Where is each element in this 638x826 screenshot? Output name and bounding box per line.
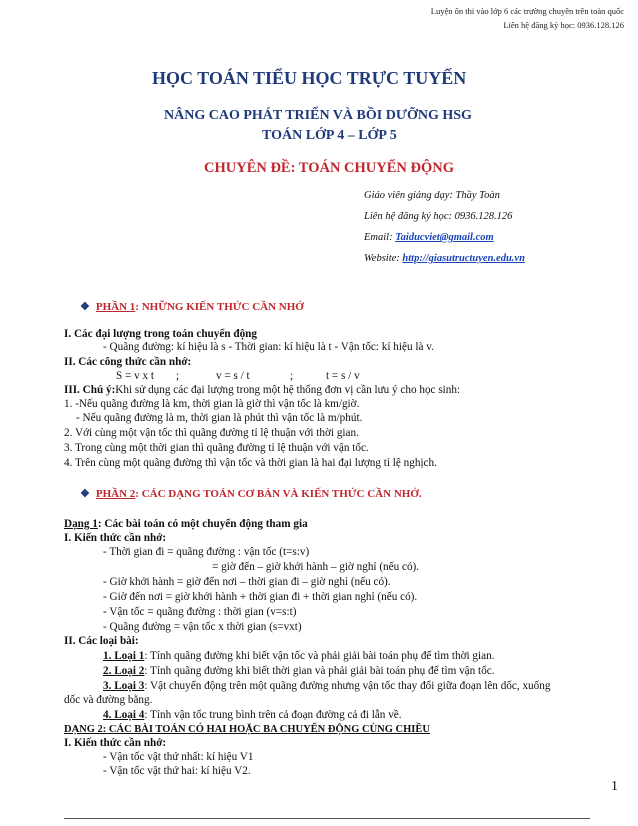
diamond-bullet-icon: ❖ xyxy=(80,488,90,500)
section-formulas: II. Các công thức cần nhớ: xyxy=(64,356,192,368)
note-3: 3. Trong cùng một thời gian thì quãng đường tỉ lệ thuận với vận tốc. xyxy=(64,442,369,454)
part2-heading xyxy=(80,487,422,500)
kt2-v1: - Vận tốc vật thứ nhất: kí hiệu V1 xyxy=(103,751,254,763)
dang1-knowledge-title: I. Kiến thức cần nhớ: xyxy=(64,532,167,544)
type-3-cont: dốc và đường bằng. xyxy=(64,694,153,706)
type-2-text: : Tính quãng đường khi biết thời gian và phải giải bài toán phụ để tìm vận tốc. xyxy=(144,665,495,677)
teacher-info: Giáo viên giảng dạy: Thầy Toàn xyxy=(364,190,500,201)
subtitle-1: NÂNG CAO PHÁT TRIỂN VÀ BỒI DƯỠNG HSG xyxy=(164,108,472,123)
kt2-v2: - Vận tốc vật thứ hai: kí hiệu V2. xyxy=(103,765,251,777)
type-3-label: 3. Loại 3 xyxy=(103,680,145,692)
kt-arrival: - Giờ đến nơi = giờ khởi hành + thời gian đi + thời gian nghỉ (nếu có). xyxy=(103,591,418,603)
main-title: HỌC TOÁN TIỂU HỌC TRỰC TUYẾN xyxy=(152,68,467,88)
note-2: 2. Với cùng một vận tốc thì quãng đường tỉ lệ thuận với thời gian. xyxy=(64,427,359,439)
email-link[interactable]: Taiducviet@gmail.com xyxy=(395,232,494,243)
kt-departure: - Giờ khởi hành = giờ đến nơi – thời gian đi – giờ nghỉ (nếu có). xyxy=(103,576,391,588)
diamond-bullet-icon: ❖ xyxy=(80,301,90,313)
topic-title: CHUYÊN ĐỀ: TOÁN CHUYỂN ĐỘNG xyxy=(204,160,455,176)
website-info xyxy=(364,253,525,264)
type-1 xyxy=(103,650,495,663)
header-tagline: Luyện ôn thi vào lớp 6 các trường chuyên trên toàn quốc xyxy=(430,6,624,16)
note-4: 4. Trên cùng một quãng đường thì vận tốc và thời gian là hai đại lượng tỉ lệ nghịch. xyxy=(64,457,437,469)
type-3-text: : Vật chuyển động trên một quãng đường nhưng vận tốc thay đổi giữa đoạn lên dốc, xuống xyxy=(144,680,551,692)
section-notes xyxy=(64,384,460,397)
note-1: 1. -Nếu quãng đường là km, thời gian là giờ thì vận tốc là km/giờ. xyxy=(64,398,360,410)
part1-heading xyxy=(80,300,304,313)
kt-distance: - Quãng đường = vận tốc x thời gian (s=vxt) xyxy=(103,621,302,633)
part2-label: PHẦN 2 xyxy=(95,488,136,500)
types-title: II. Các loại bài: xyxy=(64,635,139,647)
kt-velocity: - Vận tốc = quãng đường : thời gian (v=s:t) xyxy=(103,606,297,618)
part1-label: PHẦN 1 xyxy=(95,301,136,313)
formula-sep-2: ; xyxy=(290,370,294,382)
phone-info: Liên hệ đăng ký học: 0936.128.126 xyxy=(364,211,513,222)
type-4-label: 4. Loại 4 xyxy=(103,709,145,721)
formula-s: S = v x t xyxy=(116,370,155,382)
note-1b: - Nếu quãng đường là m, thời gian là phút thì vận tốc là m/phút. xyxy=(76,412,363,424)
website-label: Website: xyxy=(364,253,403,264)
part2-title: : CÁC DẠNG TOÁN CƠ BẢN VÀ KIẾN THỨC CẦN NHỚ. xyxy=(135,488,422,500)
quantities-line: - Quãng đường: kí hiệu là s - Thời gian: kí hiệu là t - Vận tốc: kí hiệu là v. xyxy=(103,341,434,353)
type-2-label: 2. Loại 2 xyxy=(103,665,145,677)
type-4-text: : Tính vận tốc trung bình trên cả đoạn đường cả đi lẫn về. xyxy=(144,709,402,721)
dang1-heading xyxy=(64,518,308,531)
formula-t: t = s / v xyxy=(326,370,360,382)
section-quantities: I. Các đại lượng trong toán chuyển động xyxy=(64,328,257,340)
email-label: Email: xyxy=(364,232,396,243)
header-contact: Liên hệ đăng ký học: 0936.128.126 xyxy=(503,20,624,30)
dang1-label: Dạng 1 xyxy=(64,518,98,530)
footer-divider xyxy=(64,818,590,819)
type-4 xyxy=(103,709,402,722)
notes-label: III. Chú ý: xyxy=(64,384,116,396)
dang2-knowledge-title: I. Kiến thức cần nhớ: xyxy=(64,737,167,749)
formula-sep-1: ; xyxy=(176,370,180,382)
notes-text: Khi sử dụng các đại lượng trong một hệ thống đơn vị cần lưu ý cho học sinh: xyxy=(115,384,461,396)
type-3 xyxy=(103,680,550,693)
type-2 xyxy=(103,665,495,678)
part1-title: : NHỮNG KIẾN THỨC CẦN NHỚ xyxy=(135,301,304,313)
kt-time: - Thời gian đi = quãng đường : vận tốc (t=s:v) xyxy=(103,546,310,558)
formula-v: v = s / t xyxy=(216,370,250,382)
type-1-label: 1. Loại 1 xyxy=(103,650,145,662)
dang2-heading: DẠNG 2: CÁC BÀI TOÁN CÓ HAI HOẶC BA CHUYỂN ĐỘNG CÙNG CHIỀU xyxy=(64,724,430,735)
dang1-title: : Các bài toán có một chuyển động tham gia xyxy=(97,518,308,530)
page-number: 1 xyxy=(611,779,618,794)
subtitle-2: TOÁN LỚP 4 – LỚP 5 xyxy=(262,128,397,143)
email-info xyxy=(364,232,494,243)
type-1-text: : Tính quãng đường khi biết vận tốc và phải giải bài toán phụ để tìm thời gian. xyxy=(144,650,495,662)
website-link[interactable]: http://giasutructuyen.edu.vn xyxy=(402,253,525,264)
kt-time-2: = giờ đến – giờ khởi hành – giờ nghỉ (nếu có). xyxy=(212,561,420,573)
